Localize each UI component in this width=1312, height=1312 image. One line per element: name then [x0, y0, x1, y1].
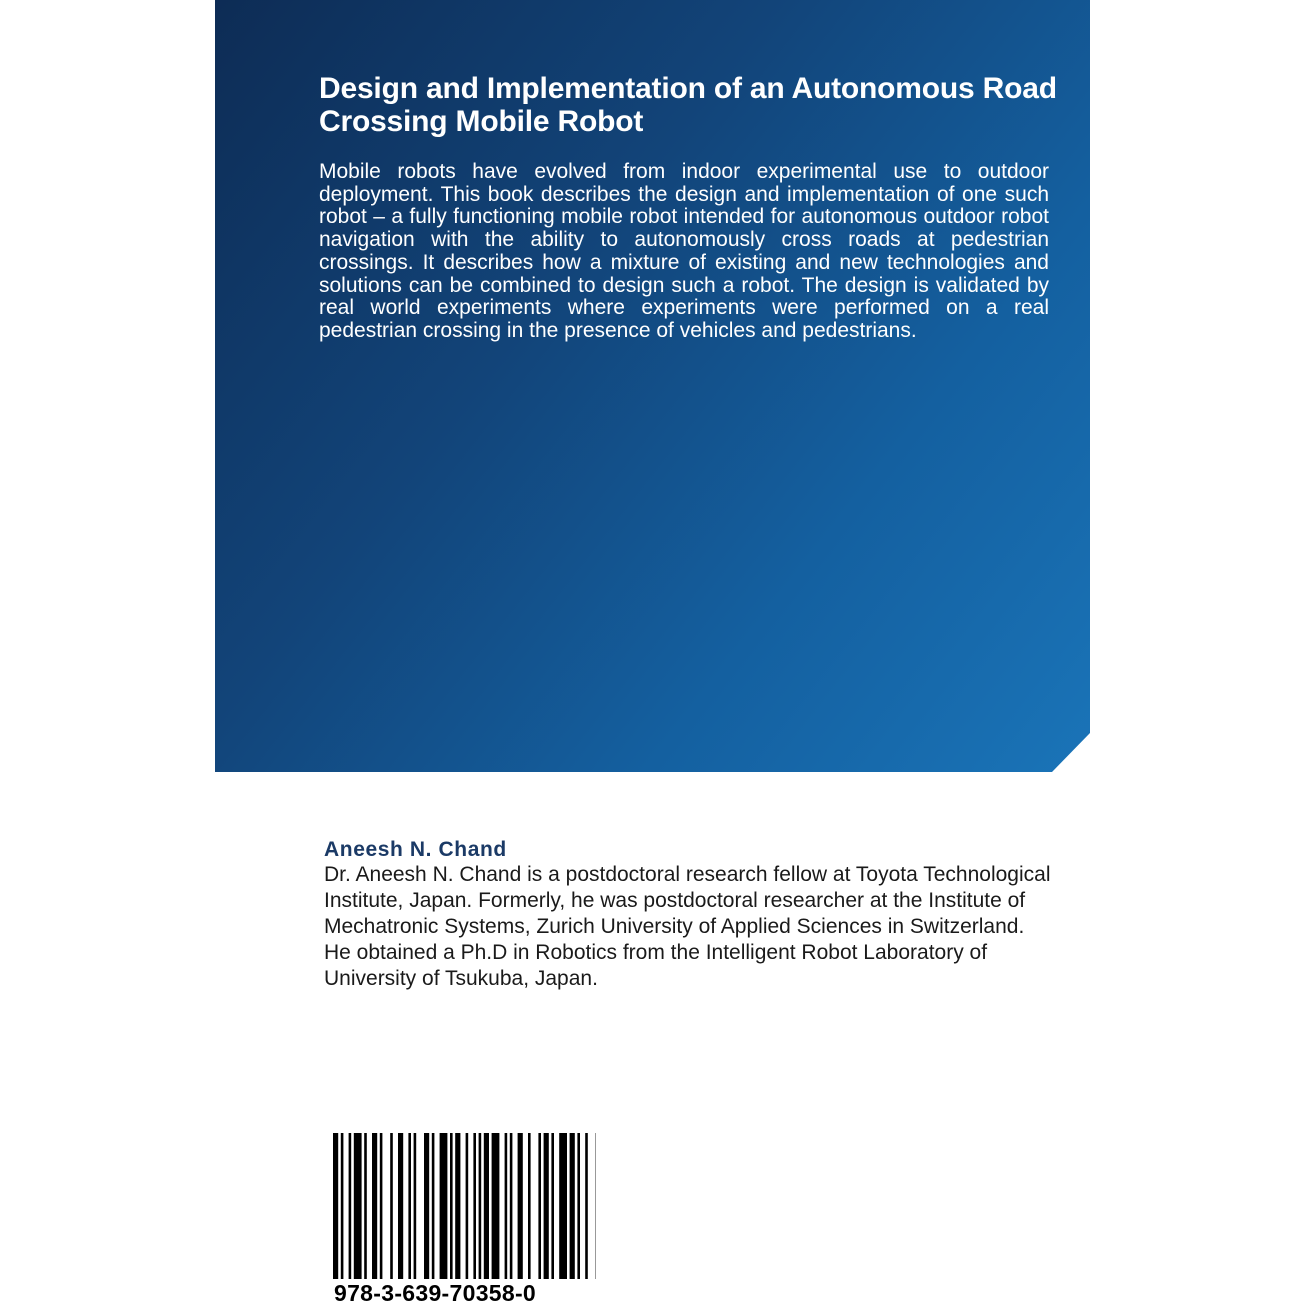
barcode-bar: [466, 1133, 469, 1279]
barcode-bar: [372, 1133, 377, 1279]
isbn-number: 978-3-639-70358-0: [334, 1280, 537, 1306]
barcode-bar: [505, 1133, 508, 1279]
barcode-bar: [408, 1133, 411, 1279]
barcode-bar: [570, 1133, 575, 1279]
barcode-bar: [473, 1133, 476, 1279]
barcode-bar: [414, 1133, 417, 1279]
barcode-bar: [398, 1133, 403, 1279]
barcode-bar: [440, 1133, 448, 1279]
barcode-bar: [364, 1133, 367, 1279]
book-description: Mobile robots have evolved from indoor experimental use to outdoor deployment. This book describes the design and implementation of one such robot – a fully functioning mobile robot intended for autonomous outdoor robot navigation with the ability to autonomously cross roads at pedestrian crossings. It describes how a mixture of existing and new technologies and solutions can be combined to design such a robot. The design is validated by real world experiments where experiments were performed on a real pedestrian crossing in the presence of vehicles and pedestrians.: [319, 160, 1049, 342]
barcode-bar: [585, 1133, 588, 1279]
barcode-bars: [330, 1133, 600, 1279]
barcode-bar: [341, 1133, 344, 1279]
barcode-bar: [380, 1133, 383, 1279]
barcode-bar: [518, 1133, 523, 1279]
barcode-bar: [551, 1133, 554, 1279]
barcode-bar: [424, 1133, 429, 1279]
barcode-bar: [510, 1133, 513, 1279]
book-title: Design and Implementation of an Autonomous Road Crossing Mobile Robot: [319, 72, 1057, 138]
barcode-bar: [455, 1133, 460, 1279]
barcode-bar: [390, 1133, 393, 1279]
barcode-bar: [492, 1133, 500, 1279]
barcode-bar: [349, 1133, 352, 1279]
barcode-bar: [450, 1133, 453, 1279]
barcode-bar: [559, 1133, 567, 1279]
isbn-barcode: [330, 1133, 600, 1305]
barcode-bar: [432, 1133, 435, 1279]
barcode-bar: [538, 1133, 541, 1279]
barcode-bar: [333, 1133, 338, 1279]
author-name: Aneesh N. Chand: [324, 838, 507, 861]
barcode-bar: [354, 1133, 362, 1279]
barcode-bar: [528, 1133, 531, 1279]
barcode-bar: [577, 1133, 580, 1279]
barcode-bar: [544, 1133, 549, 1279]
author-bio: Dr. Aneesh N. Chand is a postdoctoral research fellow at Toyota Technological Institute, Japan. Formerly, he was postdoctoral researcher at the Institute of Mechatronic Systems, Zurich University of Applied Sciences in Switzerland. He obtained a Ph.D in Robotics from the Intelligent Robot Laboratory of University of Tsukuba, Japan.: [324, 863, 1051, 990]
barcode-bar: [484, 1133, 489, 1279]
barcode-bar: [479, 1133, 482, 1279]
